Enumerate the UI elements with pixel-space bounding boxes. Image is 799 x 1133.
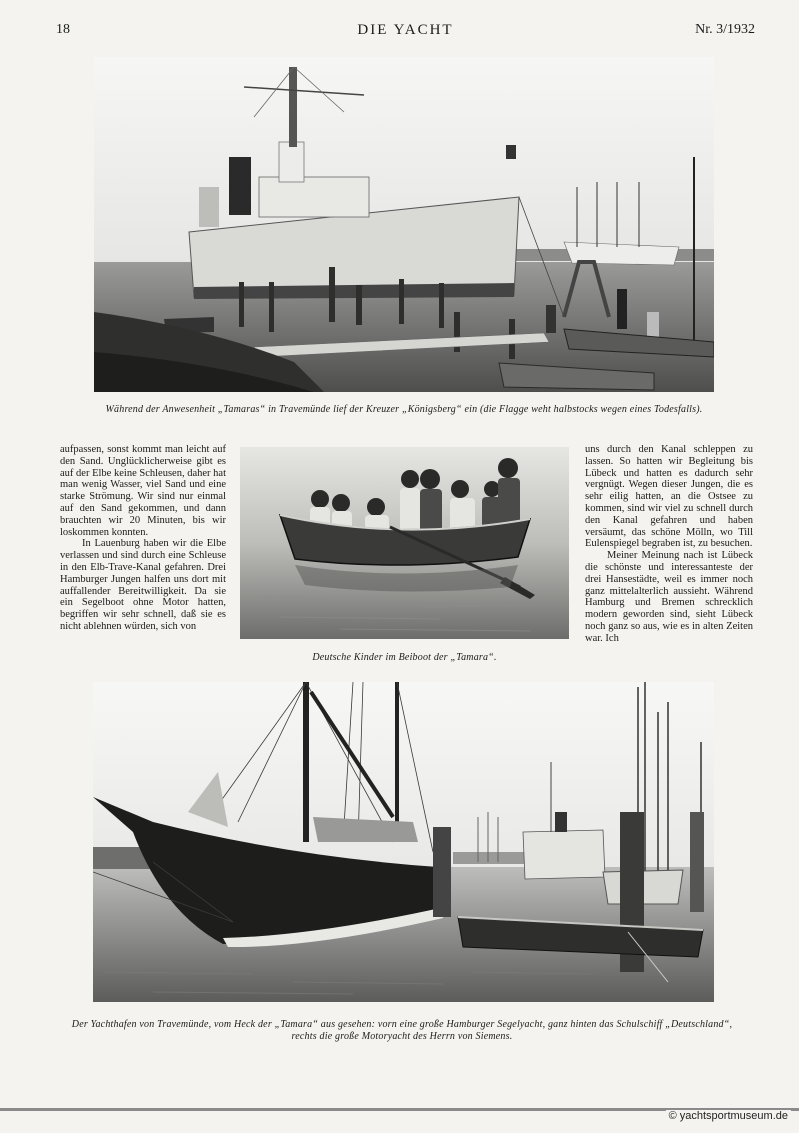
magazine-title: DIE YACHT (357, 22, 454, 38)
cruiser-photo-caption: Während der Anwesenheit „Tamaras“ in Travemünde lief der Kreuzer „Königsberg“ ein (die Flagge weht halbstocks wegen eines Todesfalls). (105, 404, 703, 415)
issue-number: Nr. 3/1932 (695, 22, 755, 37)
article-paragraph: uns durch den Kanal schleppen zu lassen. So hatten wir Begleitung bis Lübeck und hatten es dadurch sehr vergnügt. Wegen dieser Jungen, die es sehr eilig hatten, an die Ostsee zu kommen, sind wir viel zu schnell durch den Kanal gefahren und haben versäumt, das schöne Mölln, wo Till Eulenspiegel begraben ist, zu besuchen. (585, 444, 753, 550)
copyright-notice: © yachtsportmuseum.de (666, 1110, 791, 1122)
article-right-column (585, 444, 753, 645)
article-paragraph: In Lauenburg haben wir die Elbe verlassen und sind durch eine Schleuse in den Elb-Trave-Kanal gefahren. Drei Hamburger Jungen halfen uns dort mit auffallender Bereitwilligkeit. Da sie ein Segelboot ohne Motor hatten, begriffen wir sehr schnell, daß sie es nicht ablehnen würden, sich von (60, 538, 226, 632)
article-paragraph: aufpassen, sonst kommt man leicht auf den Sand. Unglücklicherweise gibt es auf der Elbe keine Schleusen, daher hat man wenig Wasser, viel Sand und eine starke Strömung. Wir sind nur einmal auf den Sand gekommen, und dann brauchten wir 20 Minuten, bis wir loskommen konnten. (60, 444, 226, 538)
children-boat-photo (240, 447, 569, 639)
article-left-column (60, 444, 226, 633)
page-header (56, 22, 755, 42)
cruiser-photo (94, 57, 714, 392)
harbour-photo (93, 682, 714, 1002)
article-paragraph: Meiner Meinung nach ist Lübeck die schönste und interessanteste der drei Hansestädte, weil es immer noch ganz mittelalterlich aussieht. Während Hamburg und Bremen schrecklich modern geworden sind, sieht Lübeck noch ganz so aus, wie es in alten Zeiten war. Ich (585, 550, 753, 644)
harbour-photo-caption: Der Yachthafen von Travemünde, vom Heck der „Tamara“ aus gesehen: vorn eine große Hamburger Segelyacht, ganz hinten das Schulschiff „Deutschland“, rechts die große Motoryacht des Herrn von Siemens. (71, 1019, 733, 1042)
children-boat-photo-caption: Deutsche Kinder im Beiboot der „Tamara“. (312, 652, 497, 663)
page-number: 18 (56, 22, 70, 37)
